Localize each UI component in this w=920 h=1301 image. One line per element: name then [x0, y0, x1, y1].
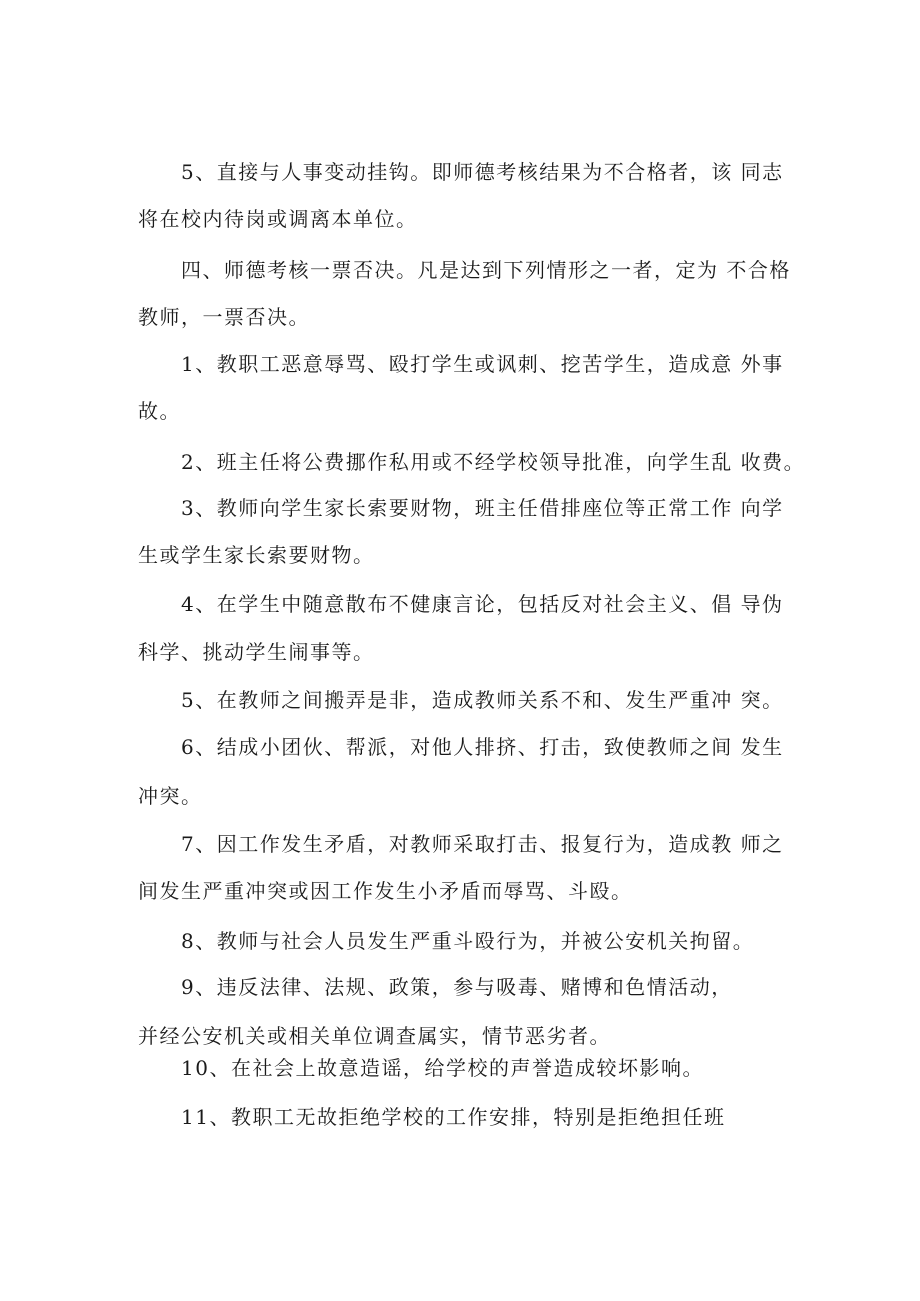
paragraph-line: 3、教师向学生家长索要财物，班主任借排座位等正常工作 向学 — [181, 496, 784, 520]
paragraph-line: 7、因工作发生矛盾，对教师采取打击、报复行为，造成教 师之 — [181, 832, 784, 856]
paragraph-line: 教师，一票否决。 — [138, 305, 310, 329]
paragraph-line: 2、班主任将公费挪作私用或不经学校领导批准，向学生乱 收费。 — [181, 450, 806, 474]
paragraph-line: 冲突。 — [138, 784, 203, 808]
paragraph-line: 8、教师与社会人员发生严重斗殴行为，并被公安机关拘留。 — [181, 929, 755, 953]
paragraph-line: 10、在社会上故意造谣，给学校的声誉造成较坏影响。 — [181, 1056, 704, 1080]
paragraph-line: 生或学生家长索要财物。 — [138, 543, 375, 567]
paragraph-line: 1、教职工恶意辱骂、殴打学生或讽刺、挖苦学生，造成意 外事 — [181, 352, 784, 376]
paragraph-line: 5、直接与人事变动挂钩。即师德考核结果为不合格者，该 同志 — [181, 160, 784, 184]
paragraph-line: 科学、挑动学生闹事等。 — [138, 640, 375, 664]
paragraph-line: 11、教职工无故拒绝学校的工作安排，特别是拒绝担任班 — [181, 1105, 726, 1129]
paragraph-line: 6、结成小团伙、帮派，对他人排挤、打击，致使教师之间 发生 — [181, 735, 784, 759]
paragraph-line: 故。 — [138, 399, 181, 423]
paragraph-line: 并经公安机关或相关单位调查属实，情节恶劣者。 — [138, 1024, 611, 1048]
paragraph-line: 将在校内待岗或调离本单位。 — [138, 207, 418, 231]
paragraph-line: 四、师德考核一票否决。凡是达到下列情形之一者，定为 不合格 — [181, 258, 791, 282]
paragraph-line: 间发生严重冲突或因工作发生小矛盾而辱骂、斗殴。 — [138, 879, 633, 903]
paragraph-line: 9、违反法律、法规、政策，参与吸毒、赌博和色情活动， — [181, 975, 733, 999]
paragraph-line: 4、在学生中随意散布不健康言论，包括反对社会主义、倡 导伪 — [181, 592, 784, 616]
paragraph-line: 5、在教师之间搬弄是非，造成教师关系不和、发生严重冲 突。 — [181, 688, 784, 712]
